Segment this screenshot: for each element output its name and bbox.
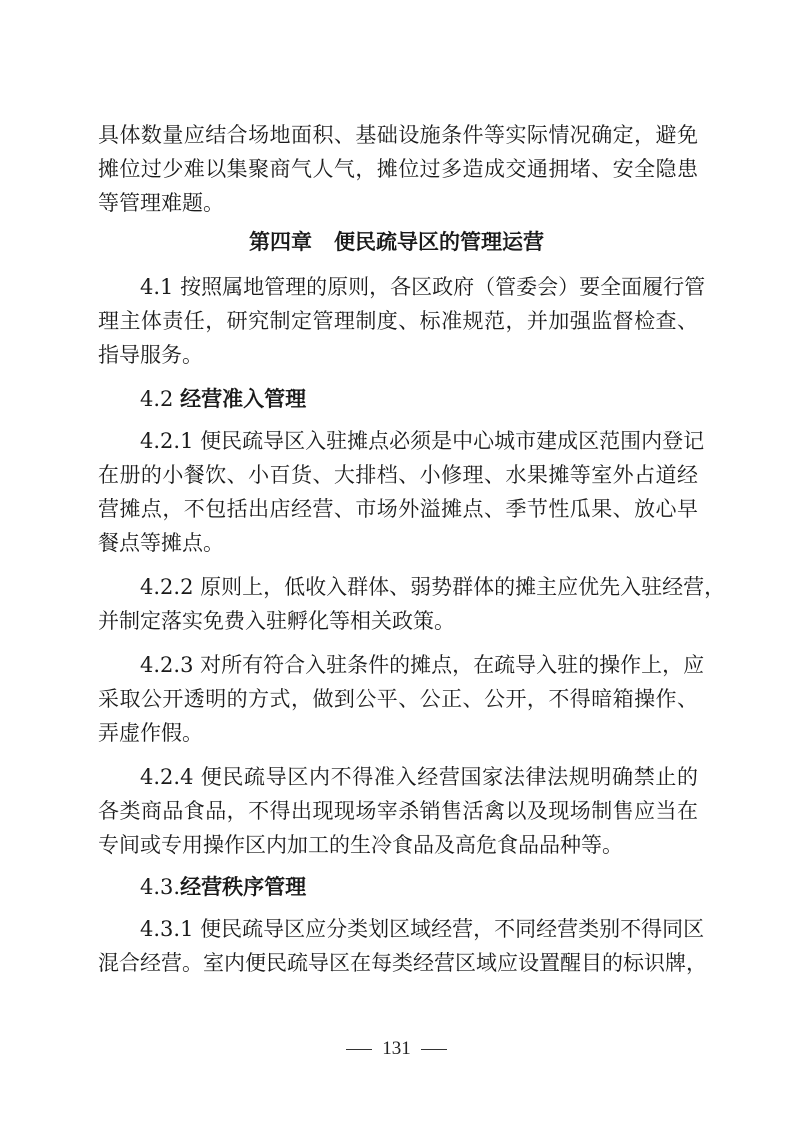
paragraph-line: 混合经营。室内便民疏导区在每类经营区域应设置醒目的标识牌， xyxy=(98,951,707,975)
section-title: 经营秩序管理 xyxy=(180,875,307,899)
paragraph-line: 采取公开透明的方式，做到公平、公正、公开，不得暗箱操作、 xyxy=(98,687,698,711)
paragraph-line: 4.2.4 便民疏导区内不得准入经营国家法律法规明确禁止的 xyxy=(140,765,698,789)
chapter-heading xyxy=(0,225,793,259)
footer-dash-left xyxy=(346,1049,372,1050)
section-number: 4.2 xyxy=(140,387,174,411)
section-heading xyxy=(140,870,698,904)
paragraph-line: 4.2.3 对所有符合入驻条件的摊点，在疏导入驻的操作上，应 xyxy=(140,653,705,677)
paragraph-line: 营摊点，不包括出店经营、市场外溢摊点、季节性瓜果、放心早 xyxy=(98,497,698,521)
paragraph-line: 指导服务。 xyxy=(98,343,203,367)
paragraph-line: 4.2.1 便民疏导区入驻摊点必须是中心城市建成区范围内登记 xyxy=(140,429,705,453)
paragraph-line: 并制定落实免费入驻孵化等相关政策。 xyxy=(98,609,455,633)
paragraph-line: 在册的小餐饮、小百货、大排档、小修理、水果摊等室外占道经 xyxy=(98,463,698,487)
page-footer xyxy=(0,1037,793,1061)
paragraph-line: 摊位过少难以集聚商气人气，摊位过多造成交通拥堵、安全隐患 xyxy=(98,157,698,181)
paragraph-line: 4.2.2 原则上，低收入群体、弱势群体的摊主应优先入驻经营， xyxy=(140,575,726,599)
paragraph-line: 4.1 按照属地管理的原则，各区政府（管委会）要全面履行管 xyxy=(140,275,706,299)
paragraph-line: 弄虚作假。 xyxy=(98,721,203,745)
section-heading xyxy=(140,382,698,416)
paragraph-line: 等管理难题。 xyxy=(98,191,224,215)
paragraph-line: 专间或专用操作区内加工的生冷食品及高危食品品种等。 xyxy=(98,833,623,857)
paragraph-line: 餐点等摊点。 xyxy=(98,531,224,555)
paragraph-line: 具体数量应结合场地面积、基础设施条件等实际情况确定，避免 xyxy=(98,123,698,147)
chapter-title: 便民疏导区的管理运营 xyxy=(334,230,544,254)
page-number: 131 xyxy=(382,1038,411,1059)
paragraph-line: 理主体责任，研究制定管理制度、标准规范，并加强监督检查、 xyxy=(98,309,698,333)
section-number: 4.3. xyxy=(140,875,181,899)
footer-dash-right xyxy=(421,1049,447,1050)
section-title: 经营准入管理 xyxy=(180,387,307,411)
paragraph-line: 4.3.1 便民疏导区应分类划区域经营，不同经营类别不得同区 xyxy=(140,917,705,941)
chapter-number: 第四章 xyxy=(249,230,312,254)
paragraph-line: 各类商品食品，不得出现现场宰杀销售活禽以及现场制售应当在 xyxy=(98,799,698,823)
